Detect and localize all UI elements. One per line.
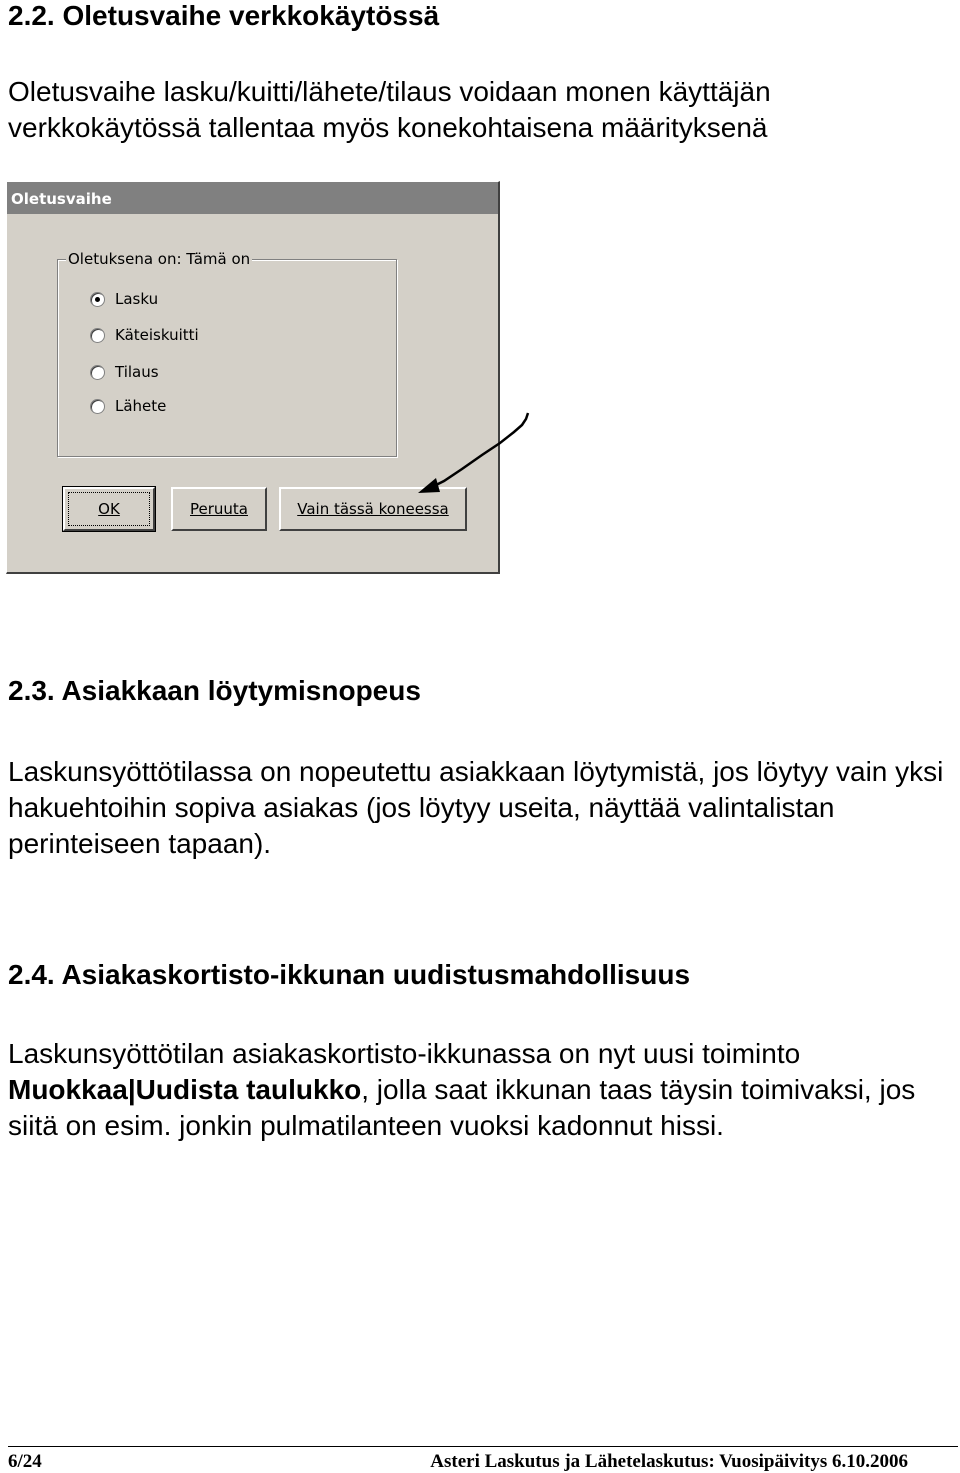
focus-rect	[68, 492, 150, 526]
footer-page-number: 6/24	[8, 1451, 42, 1472]
dialog-title: Oletusvaihe	[11, 190, 112, 208]
radio-button[interactable]	[90, 365, 105, 380]
radio-label: Käteiskuitti	[115, 326, 199, 344]
footer-title: Asteri Laskutus ja Lähetelaskutus: Vuosipäivitys 6.10.2006	[430, 1451, 908, 1472]
section-2-4-paragraph	[8, 1036, 953, 1144]
radio-button[interactable]	[90, 328, 105, 343]
radio-lasku[interactable]	[90, 289, 158, 309]
radio-label: Lähete	[115, 397, 167, 415]
pointer-arrow-icon	[410, 405, 540, 500]
paragraph-rest: , jolla saat ikkunan taas täysin toimivaksi, jos siitä on esim. jonkin pulmatilanteen vuoksi kadonnut hissi.	[8, 1074, 916, 1141]
section-2-2-paragraph: Oletusvaihe lasku/kuitti/lähete/tilaus voidaan monen käyttäjän verkkokäytössä tallentaa myös konekohtaisena määrityksenä	[8, 76, 771, 143]
section-2-3-heading: 2.3. Asiakkaan löytymisnopeus	[8, 675, 421, 706]
radio-lahete[interactable]	[90, 396, 166, 416]
only-this-machine-label: Vain tässä koneessa	[297, 500, 449, 518]
ok-button-label: OK	[98, 500, 120, 518]
section-2-2-heading: 2.2. Oletusvaihe verkkokäytössä	[8, 0, 440, 31]
groupbox-label: Oletuksena on: Tämä on	[68, 250, 251, 268]
default-groupbox	[57, 250, 397, 457]
radio-kateiskuitti[interactable]	[90, 325, 199, 345]
oletusvaihe-dialog	[6, 181, 500, 574]
radio-label: Lasku	[115, 290, 159, 308]
cancel-button-label: Peruuta	[190, 500, 248, 518]
section-2-4-heading: 2.4. Asiakaskortisto-ikkunan uudistusmahdollisuus	[8, 959, 691, 990]
ok-button[interactable]	[63, 487, 155, 531]
footer-rule	[8, 1446, 958, 1447]
radio-label: Tilaus	[115, 363, 159, 381]
paragraph-intro: Laskunsyöttötilan asiakaskortisto-ikkunassa on nyt uusi toiminto	[8, 1038, 801, 1069]
radio-tilaus[interactable]	[90, 362, 159, 382]
menu-path: Muokkaa|Uudista taulukko	[8, 1074, 362, 1105]
radio-button[interactable]	[90, 399, 105, 414]
dialog-title-bar	[7, 182, 498, 214]
radio-button-selected[interactable]	[90, 292, 105, 307]
section-2-3-paragraph: Laskunsyöttötilassa on nopeutettu asiakkaan löytymistä, jos löytyy vain yksi hakuehtoihin sopiva asiakas (jos löytyy useita, näyttää valintalistan perinteiseen tapaan).	[8, 756, 944, 859]
cancel-button[interactable]	[171, 487, 267, 531]
